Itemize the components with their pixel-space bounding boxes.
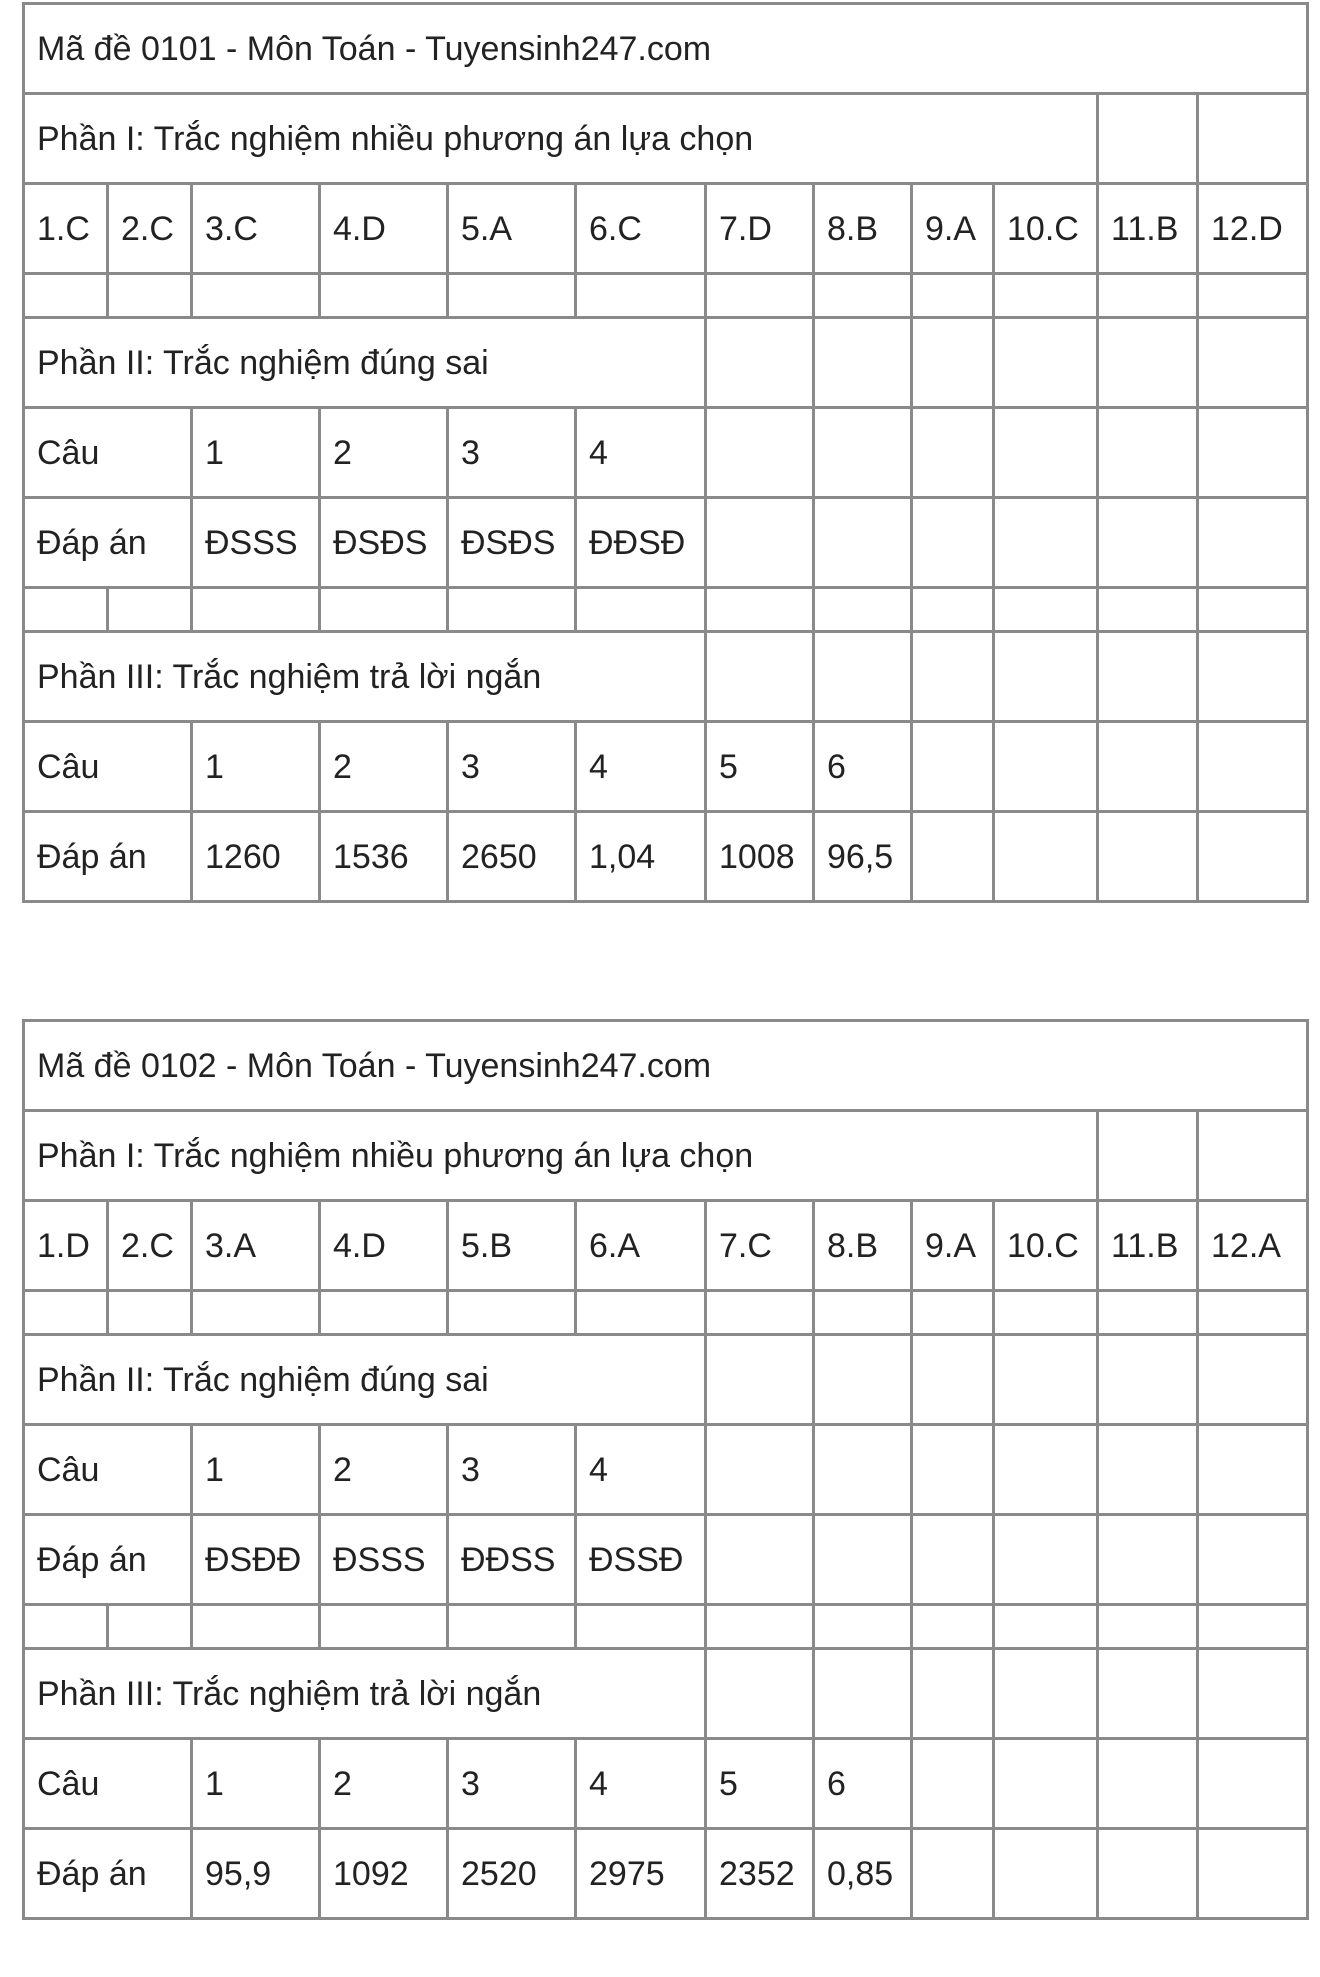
part1-answer: 11.B <box>1098 1201 1198 1291</box>
empty-cell <box>1198 1829 1308 1919</box>
empty-cell <box>912 1829 994 1919</box>
empty-cell <box>1098 318 1198 408</box>
part3-answer: 96,5 <box>814 812 912 902</box>
empty-cell <box>814 1425 912 1515</box>
empty-cell <box>192 1291 320 1335</box>
part2-heading-row <box>24 318 1308 408</box>
empty-cell <box>24 1605 108 1649</box>
empty-cell <box>912 1291 994 1335</box>
empty-cell <box>706 588 814 632</box>
empty-cell <box>108 274 192 318</box>
part1-answer: 3.C <box>192 184 320 274</box>
part1-answer: 7.C <box>706 1201 814 1291</box>
part3-answers-row <box>24 812 1308 902</box>
part3-heading-row <box>24 1649 1308 1739</box>
empty-cell <box>1098 632 1198 722</box>
empty-cell <box>706 1291 814 1335</box>
part1-answer: 2.C <box>108 184 192 274</box>
empty-cell <box>814 274 912 318</box>
part1-heading: Phần I: Trắc nghiệm nhiều phương án lựa chọn <box>24 1111 1098 1201</box>
empty-cell <box>912 1425 994 1515</box>
part2-answer: ĐSSS <box>192 498 320 588</box>
empty-cell <box>1098 1335 1198 1425</box>
part2-answer: ĐSĐĐ <box>192 1515 320 1605</box>
part1-answer: 9.A <box>912 1201 994 1291</box>
empty-cell <box>706 1425 814 1515</box>
empty-cell <box>1098 1829 1198 1919</box>
empty-cell <box>912 318 994 408</box>
part3-questions-row <box>24 1739 1308 1829</box>
empty-cell <box>192 588 320 632</box>
empty-cell <box>706 318 814 408</box>
answer-key-table <box>22 1019 1309 1920</box>
part2-answer: ĐSĐS <box>448 498 576 588</box>
empty-cell <box>994 274 1098 318</box>
empty-cell <box>1098 274 1198 318</box>
empty-cell <box>1198 1515 1308 1605</box>
empty-cell <box>706 632 814 722</box>
part1-answer: 3.A <box>192 1201 320 1291</box>
exam-title-row <box>24 1021 1308 1111</box>
empty-cell <box>320 274 448 318</box>
part1-answer: 2.C <box>108 1201 192 1291</box>
empty-cell <box>912 408 994 498</box>
part3-heading-row <box>24 632 1308 722</box>
question-number: 1 <box>192 1425 320 1515</box>
part3-answers-row <box>24 1829 1308 1919</box>
empty-cell <box>576 588 706 632</box>
empty-cell <box>1198 1649 1308 1739</box>
part3-answer: 95,9 <box>192 1829 320 1919</box>
exam-title: Mã đề 0102 - Môn Toán - Tuyensinh247.com <box>24 1021 1308 1111</box>
empty-cell <box>1098 408 1198 498</box>
answer-label: Đáp án <box>24 1829 192 1919</box>
empty-cell <box>24 588 108 632</box>
question-number: 4 <box>576 1425 706 1515</box>
empty-cell <box>1198 588 1308 632</box>
part3-answer: 2975 <box>576 1829 706 1919</box>
part2-answers-row <box>24 498 1308 588</box>
question-number: 3 <box>448 1425 576 1515</box>
part3-answer: 1092 <box>320 1829 448 1919</box>
exam-title-row <box>24 4 1308 94</box>
empty-cell <box>912 1515 994 1605</box>
empty-cell <box>994 1425 1098 1515</box>
part1-answer: 5.B <box>448 1201 576 1291</box>
question-label: Câu <box>24 408 192 498</box>
empty-cell <box>192 274 320 318</box>
empty-cell <box>1098 722 1198 812</box>
empty-cell <box>912 812 994 902</box>
empty-cell <box>814 408 912 498</box>
empty-cell <box>814 1515 912 1605</box>
part3-heading: Phần III: Trắc nghiệm trả lời ngắn <box>24 1649 706 1739</box>
empty-cell <box>994 1515 1098 1605</box>
empty-cell <box>320 1291 448 1335</box>
empty-cell <box>1198 1605 1308 1649</box>
part1-answer: 5.A <box>448 184 576 274</box>
answer-key-table <box>22 2 1309 903</box>
question-label: Câu <box>24 1739 192 1829</box>
part1-answer: 8.B <box>814 1201 912 1291</box>
part2-heading: Phần II: Trắc nghiệm đúng sai <box>24 1335 706 1425</box>
part1-heading: Phần I: Trắc nghiệm nhiều phương án lựa chọn <box>24 94 1098 184</box>
part2-questions-row <box>24 408 1308 498</box>
part3-answer: 1536 <box>320 812 448 902</box>
empty-cell <box>1198 1291 1308 1335</box>
empty-cell <box>1198 722 1308 812</box>
empty-cell <box>24 1291 108 1335</box>
empty-cell <box>1098 588 1198 632</box>
empty-cell <box>576 274 706 318</box>
empty-cell <box>706 1515 814 1605</box>
empty-cell <box>706 1335 814 1425</box>
empty-cell <box>912 274 994 318</box>
empty-cell <box>994 318 1098 408</box>
spacer-row <box>24 1605 1308 1649</box>
question-number: 1 <box>192 408 320 498</box>
part1-answer: 12.D <box>1198 184 1308 274</box>
empty-cell <box>814 318 912 408</box>
part1-heading-row <box>24 1111 1308 1201</box>
empty-cell <box>912 1739 994 1829</box>
empty-cell <box>814 1335 912 1425</box>
empty-cell <box>108 1291 192 1335</box>
question-number: 3 <box>448 408 576 498</box>
part1-answer: 4.D <box>320 184 448 274</box>
empty-cell <box>814 498 912 588</box>
part2-answer: ĐSSS <box>320 1515 448 1605</box>
empty-cell <box>1198 274 1308 318</box>
empty-cell <box>320 588 448 632</box>
empty-cell <box>912 1649 994 1739</box>
empty-cell <box>448 274 576 318</box>
empty-cell <box>1198 1111 1308 1201</box>
part1-answer: 8.B <box>814 184 912 274</box>
empty-cell <box>994 588 1098 632</box>
spacer-row <box>24 588 1308 632</box>
empty-cell <box>706 1649 814 1739</box>
empty-cell <box>814 588 912 632</box>
empty-cell <box>994 1739 1098 1829</box>
part2-questions-row <box>24 1425 1308 1515</box>
empty-cell <box>1098 1515 1198 1605</box>
part1-answer: 9.A <box>912 184 994 274</box>
empty-cell <box>706 1605 814 1649</box>
question-number: 2 <box>320 722 448 812</box>
empty-cell <box>706 408 814 498</box>
question-number: 1 <box>192 722 320 812</box>
empty-cell <box>1198 498 1308 588</box>
empty-cell <box>1198 1335 1308 1425</box>
part2-heading-row <box>24 1335 1308 1425</box>
part3-questions-row <box>24 722 1308 812</box>
empty-cell <box>108 588 192 632</box>
part1-answer: 10.C <box>994 184 1098 274</box>
part1-answer: 11.B <box>1098 184 1198 274</box>
answer-label: Đáp án <box>24 812 192 902</box>
question-number: 3 <box>448 1739 576 1829</box>
part3-answer: 2352 <box>706 1829 814 1919</box>
empty-cell <box>1098 1425 1198 1515</box>
question-number: 2 <box>320 408 448 498</box>
empty-cell <box>994 1605 1098 1649</box>
empty-cell <box>706 498 814 588</box>
answer-label: Đáp án <box>24 1515 192 1605</box>
empty-cell <box>1198 94 1308 184</box>
empty-cell <box>576 1605 706 1649</box>
question-number: 4 <box>576 1739 706 1829</box>
empty-cell <box>320 1605 448 1649</box>
empty-cell <box>814 1291 912 1335</box>
empty-cell <box>994 1649 1098 1739</box>
empty-cell <box>706 274 814 318</box>
empty-cell <box>912 632 994 722</box>
part2-answer: ĐSĐS <box>320 498 448 588</box>
empty-cell <box>448 1291 576 1335</box>
part3-answer: 2520 <box>448 1829 576 1919</box>
part2-answers-row <box>24 1515 1308 1605</box>
question-label: Câu <box>24 722 192 812</box>
empty-cell <box>1098 94 1198 184</box>
empty-cell <box>1198 318 1308 408</box>
part1-answer: 6.C <box>576 184 706 274</box>
empty-cell <box>994 1291 1098 1335</box>
question-number: 2 <box>320 1739 448 1829</box>
part3-answer: 2650 <box>448 812 576 902</box>
empty-cell <box>912 722 994 812</box>
part2-answer: ĐSSĐ <box>576 1515 706 1605</box>
question-label: Câu <box>24 1425 192 1515</box>
empty-cell <box>1198 1739 1308 1829</box>
question-number: 4 <box>576 408 706 498</box>
question-number: 4 <box>576 722 706 812</box>
part2-heading: Phần II: Trắc nghiệm đúng sai <box>24 318 706 408</box>
empty-cell <box>1098 1111 1198 1201</box>
part1-answer: 10.C <box>994 1201 1098 1291</box>
empty-cell <box>1098 1739 1198 1829</box>
exam-title: Mã đề 0101 - Môn Toán - Tuyensinh247.com <box>24 4 1308 94</box>
empty-cell <box>1098 498 1198 588</box>
empty-cell <box>108 1605 192 1649</box>
spacer-row <box>24 1291 1308 1335</box>
empty-cell <box>814 1649 912 1739</box>
empty-cell <box>576 1291 706 1335</box>
empty-cell <box>994 722 1098 812</box>
empty-cell <box>912 1335 994 1425</box>
empty-cell <box>994 632 1098 722</box>
part3-answer: 1260 <box>192 812 320 902</box>
empty-cell <box>1098 1291 1198 1335</box>
question-number: 5 <box>706 722 814 812</box>
empty-cell <box>1098 812 1198 902</box>
empty-cell <box>814 1605 912 1649</box>
empty-cell <box>448 1605 576 1649</box>
empty-cell <box>994 498 1098 588</box>
question-number: 1 <box>192 1739 320 1829</box>
empty-cell <box>994 1335 1098 1425</box>
part3-answer: 1,04 <box>576 812 706 902</box>
part3-heading: Phần III: Trắc nghiệm trả lời ngắn <box>24 632 706 722</box>
part1-answer: 12.A <box>1198 1201 1308 1291</box>
part3-answer: 0,85 <box>814 1829 912 1919</box>
question-number: 3 <box>448 722 576 812</box>
empty-cell <box>1198 812 1308 902</box>
question-number: 6 <box>814 1739 912 1829</box>
answer-label: Đáp án <box>24 498 192 588</box>
part1-answer: 1.D <box>24 1201 108 1291</box>
empty-cell <box>994 812 1098 902</box>
empty-cell <box>448 588 576 632</box>
question-number: 5 <box>706 1739 814 1829</box>
empty-cell <box>912 1605 994 1649</box>
empty-cell <box>1098 1605 1198 1649</box>
empty-cell <box>1198 408 1308 498</box>
empty-cell <box>912 498 994 588</box>
part1-answers-row <box>24 184 1308 274</box>
empty-cell <box>994 408 1098 498</box>
empty-cell <box>1098 1649 1198 1739</box>
part1-answer: 4.D <box>320 1201 448 1291</box>
question-number: 6 <box>814 722 912 812</box>
empty-cell <box>1198 632 1308 722</box>
part1-answer: 1.C <box>24 184 108 274</box>
part1-heading-row <box>24 94 1308 184</box>
part3-answer: 1008 <box>706 812 814 902</box>
empty-cell <box>994 1829 1098 1919</box>
part2-answer: ĐĐSĐ <box>576 498 706 588</box>
empty-cell <box>814 632 912 722</box>
part1-answers-row <box>24 1201 1308 1291</box>
question-number: 2 <box>320 1425 448 1515</box>
empty-cell <box>1198 1425 1308 1515</box>
part2-answer: ĐĐSS <box>448 1515 576 1605</box>
part1-answer: 6.A <box>576 1201 706 1291</box>
empty-cell <box>912 588 994 632</box>
part1-answer: 7.D <box>706 184 814 274</box>
spacer-row <box>24 274 1308 318</box>
empty-cell <box>192 1605 320 1649</box>
empty-cell <box>24 274 108 318</box>
